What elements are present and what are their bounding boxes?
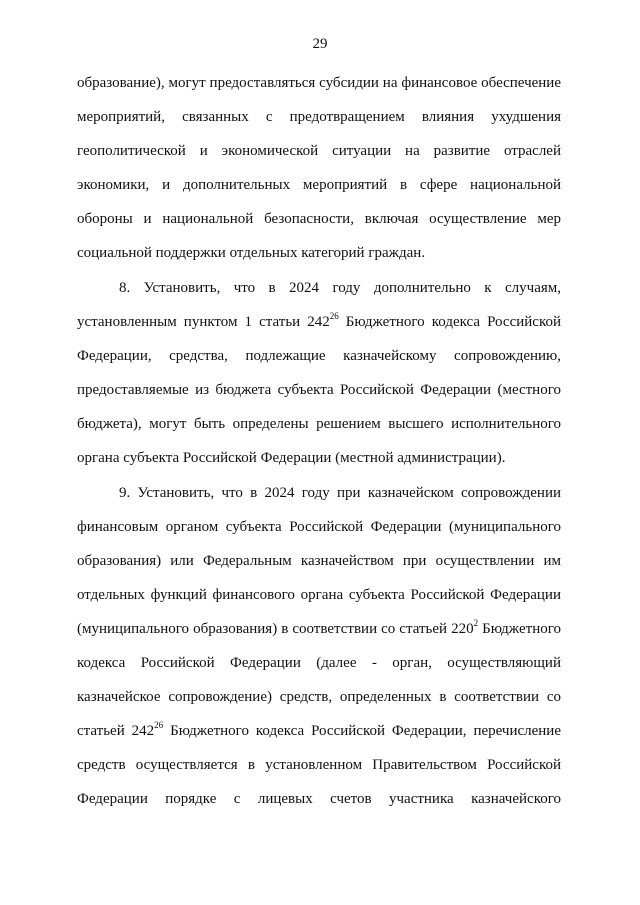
text-line: геополитической и экономической ситуации на развитие отраслей [77, 143, 561, 159]
text-line [77, 714, 561, 748]
text-line: 8. Установить, что в 2024 году дополнительно к случаям, [119, 280, 561, 296]
superscript: 2 [473, 618, 479, 628]
text-line: социальной поддержки отдельных категорий граждан. [77, 245, 426, 261]
text-line: мероприятий, связанных с предотвращением влияния ухудшения [77, 109, 561, 125]
text-line: бюджета), могут быть определены решением высшего исполнительного [77, 416, 561, 432]
text-line: экономики, и дополнительных мероприятий в сфере национальной [77, 177, 561, 193]
superscript: 26 [154, 720, 164, 730]
paragraph-8 [77, 271, 561, 475]
text-line: органа субъекта Российской Федерации (местной администрации). [77, 450, 506, 466]
text-line: предоставляемые из бюджета субъекта Российской Федерации (местного [77, 382, 561, 398]
text-fragment: Бюджетного [478, 621, 561, 637]
text-line: средств осуществляется в установленном Правительством Российской [77, 757, 561, 773]
text-fragment: (муниципального образования) в соответствии со статьей 220 [77, 621, 474, 637]
paragraph-continuation [77, 66, 561, 270]
superscript: 26 [329, 311, 339, 321]
text-line [77, 612, 561, 646]
text-line: 9. Установить, что в 2024 году при казначейском сопровождении [119, 485, 561, 501]
text-line: финансовым органом субъекта Российской Федерации (муниципального [77, 519, 561, 535]
text-line: образование), могут предоставляться субсидии на финансовое обеспечение [77, 75, 561, 91]
page-number: 29 [312, 36, 328, 52]
text-line: казначейское сопровождение) средств, определенных в соответствии со [77, 689, 561, 705]
text-line: кодекса Российской Федерации (далее - орган, осуществляющий [77, 655, 561, 671]
text-fragment: Бюджетного кодекса Российской Федерации, перечисление [163, 723, 561, 739]
text-line: обороны и национальной безопасности, включая осуществление мер [77, 211, 561, 227]
text-line [77, 305, 561, 339]
document-body [77, 66, 561, 816]
text-fragment: Бюджетного кодекса Российской [338, 314, 562, 330]
text-line: Федерации, средства, подлежащие казначейскому сопровождению, [77, 348, 561, 364]
text-line: отдельных функций финансового органа субъекта Российской Федерации [77, 587, 561, 603]
paragraph-9 [77, 476, 561, 816]
text-line: Федерации порядке с лицевых счетов участника казначейского [77, 791, 561, 807]
text-fragment: установленным пунктом 1 статьи 242 [77, 314, 330, 330]
text-line: образования) или Федеральным казначейством при осуществлении им [77, 553, 561, 569]
text-fragment: статьей 242 [77, 723, 155, 739]
